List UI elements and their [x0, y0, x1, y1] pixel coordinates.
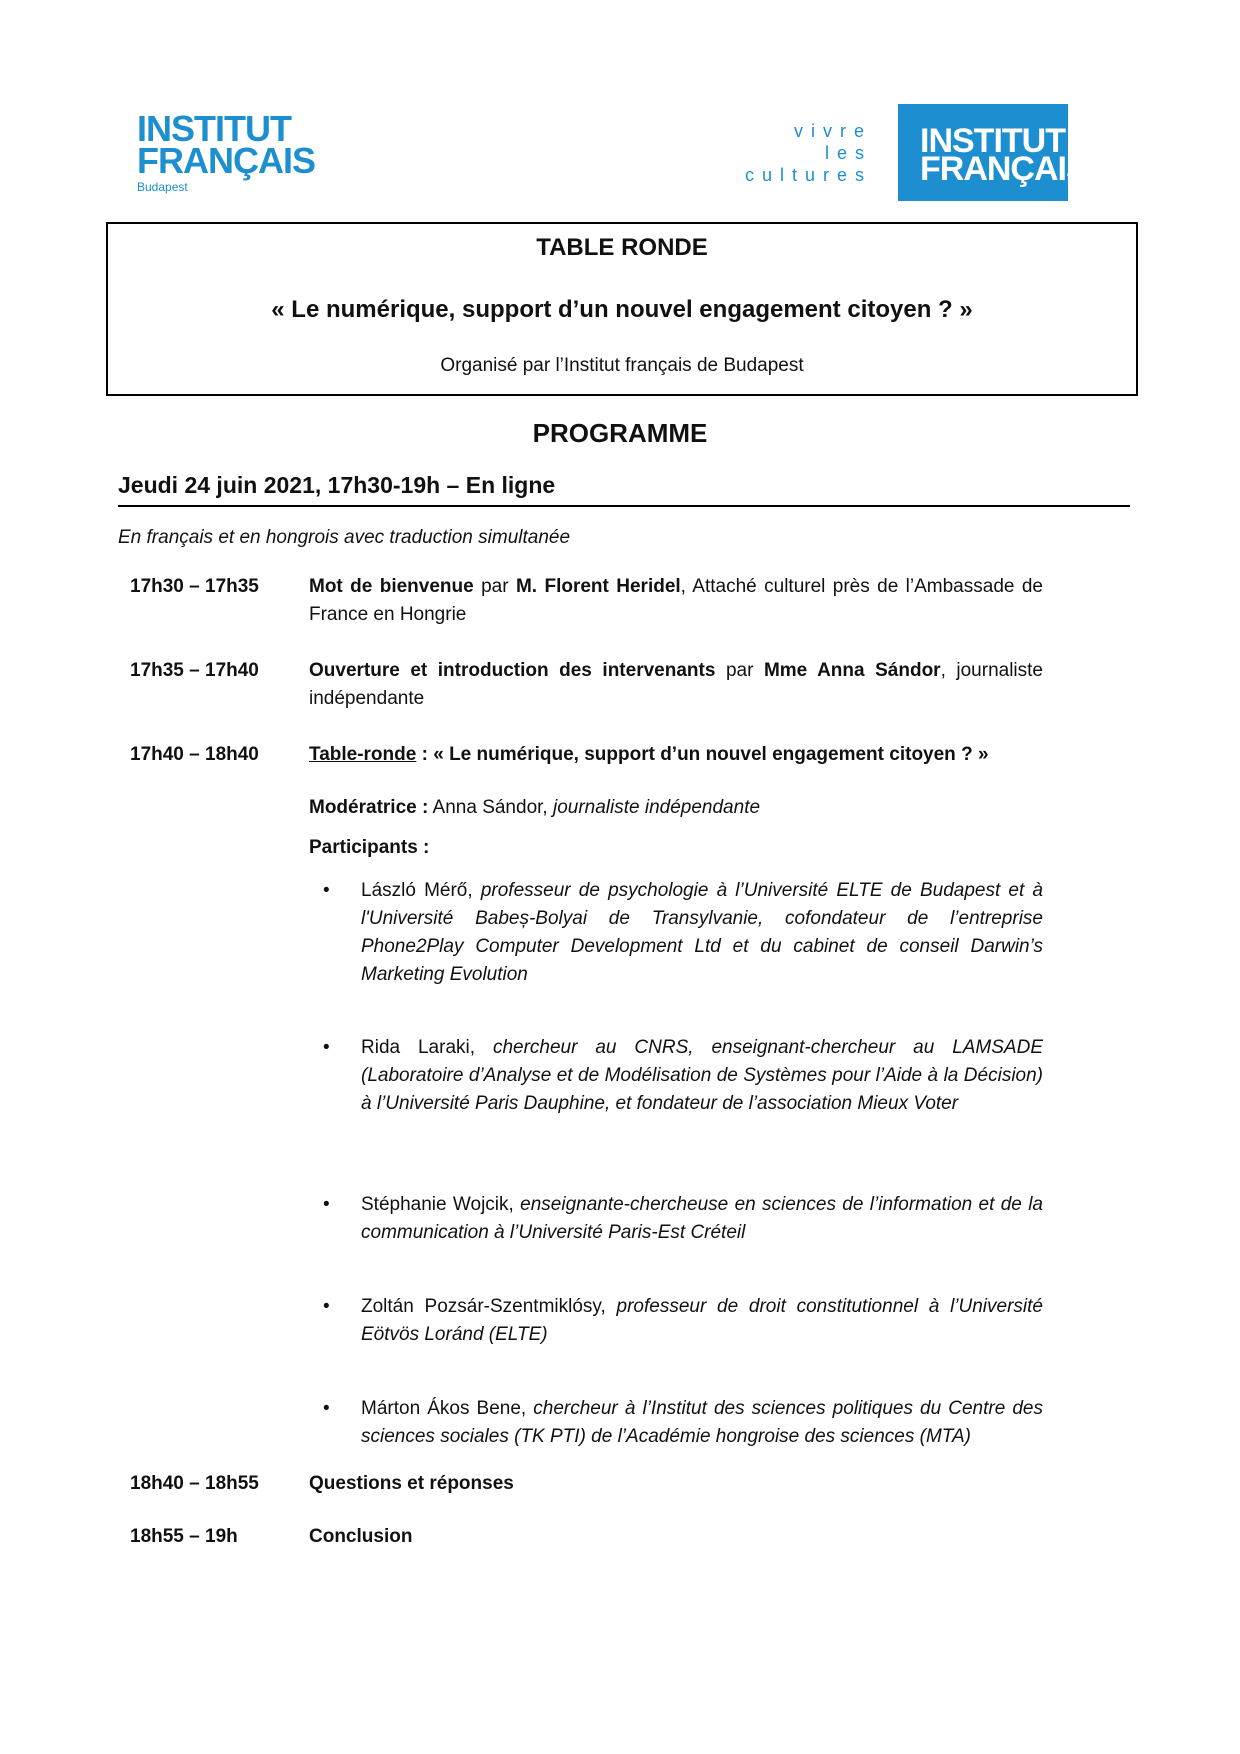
participant-description: enseignante-chercheuse en sciences de l’information et de la communication à l’Université Paris-Est Créteil [361, 1194, 1043, 1243]
schedule-time-2: 17h35 – 17h40 [130, 660, 259, 681]
tagline [672, 120, 872, 186]
schedule-title-3: Table-ronde [309, 744, 417, 765]
participant-name: Zoltán Pozsár-Szentmiklósy, [361, 1296, 617, 1317]
tagline-line3: cultures [744, 165, 872, 185]
participant-description: chercheur au CNRS, enseignant-chercheur au LAMSADE (Laboratoire d’Analyse et de Modélisation de Systèmes pour l’Aide à la Décision) à l’Université Paris Dauphine, et fondateur de l’association Mieux Voter [361, 1037, 1044, 1114]
institut-francais-budapest-logo [137, 108, 315, 195]
participant-4 [361, 1293, 1043, 1349]
event-subtitle: « Le numérique, support d’un nouvel engagement citoyen ? » [271, 296, 973, 323]
schedule-title-5: Conclusion [309, 1526, 413, 1547]
moderator-line [309, 794, 1043, 822]
event-title-box [106, 222, 1138, 396]
schedule-role-2: , journaliste indépendante [309, 660, 1044, 709]
bullet-icon: • [323, 1398, 330, 1419]
schedule-time-1: 17h30 – 17h35 [130, 576, 259, 597]
bullet-icon: • [323, 1296, 330, 1317]
participant-description: chercheur à l’Institut des sciences politiques du Centre des sciences sociales (TK PTI) de l’Académie hongroise des sciences (MTA) [361, 1398, 1043, 1447]
schedule-by-1: par [473, 576, 516, 597]
participant-3 [361, 1191, 1043, 1247]
event-organizer: Organisé par l’Institut français de Budapest [440, 355, 804, 376]
schedule-time-3: 17h40 – 18h40 [130, 744, 259, 765]
institut-francais-logo [898, 104, 1088, 201]
language-note: En français et en hongrois avec traduction simultanée [118, 527, 571, 548]
moderator-name: Anna Sándor, [428, 797, 553, 818]
participants-label [309, 834, 1043, 862]
participant-description: professeur de psychologie à l’Université ELTE de Budapest et à l'Université Babeș-Bolyai de Transylvanie, cofondateur de l’entreprise Phone2Play Computer Development Ltd et du cabinet de conseil Darwin’s Marketing Evolution [361, 880, 1043, 985]
bullet-icon: • [323, 1037, 330, 1058]
divider [118, 505, 1130, 507]
schedule-title-4: Questions et réponses [309, 1473, 514, 1494]
logo-right-line2: FRANÇAIS [920, 150, 1088, 188]
moderator-label: Modératrice : [309, 797, 429, 818]
schedule-speaker-1: M. Florent Heridel [515, 576, 681, 597]
participant-5 [361, 1395, 1043, 1451]
programme-heading: PROGRAMME [532, 418, 708, 448]
schedule-speaker-2: Mme Anna Sándor [763, 660, 941, 681]
participant-name: Rida Laraki, [361, 1037, 493, 1058]
moderator-role: journaliste indépendante [552, 797, 761, 818]
bullet-icon: • [323, 880, 330, 901]
schedule-desc-5 [309, 1523, 1043, 1551]
participant-name: Márton Ákos Bene, [361, 1398, 534, 1419]
logo-right-line1: INSTITUT [920, 122, 1065, 160]
schedule-title-1: Mot de bienvenue [309, 576, 474, 597]
logo-left-city: Budapest [137, 180, 188, 194]
participant-1 [361, 877, 1043, 989]
schedule-time-5: 18h55 – 19h [130, 1526, 238, 1547]
tagline-line2: les [824, 143, 872, 163]
schedule-colon-3: : [416, 744, 434, 765]
schedule-topic-3: « Le numérique, support d’un nouvel engagement citoyen ? » [433, 744, 989, 765]
schedule-time-4: 18h40 – 18h55 [130, 1473, 259, 1494]
bullet-icon: • [323, 1194, 330, 1215]
schedule-title-2: Ouverture et introduction des intervenants [309, 660, 716, 681]
logo-left-line2: FRANÇAIS [137, 140, 315, 181]
participant-name: Stéphanie Wojcik, [361, 1194, 521, 1215]
logo-left-line1: INSTITUT [137, 108, 291, 149]
event-type: TABLE RONDE [536, 234, 708, 261]
schedule-desc-1 [309, 573, 1043, 629]
participants-label-text: Participants : [309, 837, 430, 858]
tagline-line1: vivre [793, 121, 872, 141]
schedule-role-1: , Attaché culturel près de l’Ambassade de France en Hongrie [309, 576, 1043, 625]
event-dateline: Jeudi 24 juin 2021, 17h30-19h – En ligne [118, 472, 556, 498]
schedule-desc-3 [309, 741, 1043, 769]
schedule-by-2: par [715, 660, 764, 681]
participant-description: professeur de droit constitutionnel à l’Université Eötvös Loránd (ELTE) [361, 1296, 1043, 1345]
participant-2 [361, 1034, 1043, 1118]
schedule-desc-4 [309, 1470, 1043, 1498]
schedule-desc-2 [309, 657, 1043, 713]
participant-name: László Mérő, [361, 880, 481, 901]
